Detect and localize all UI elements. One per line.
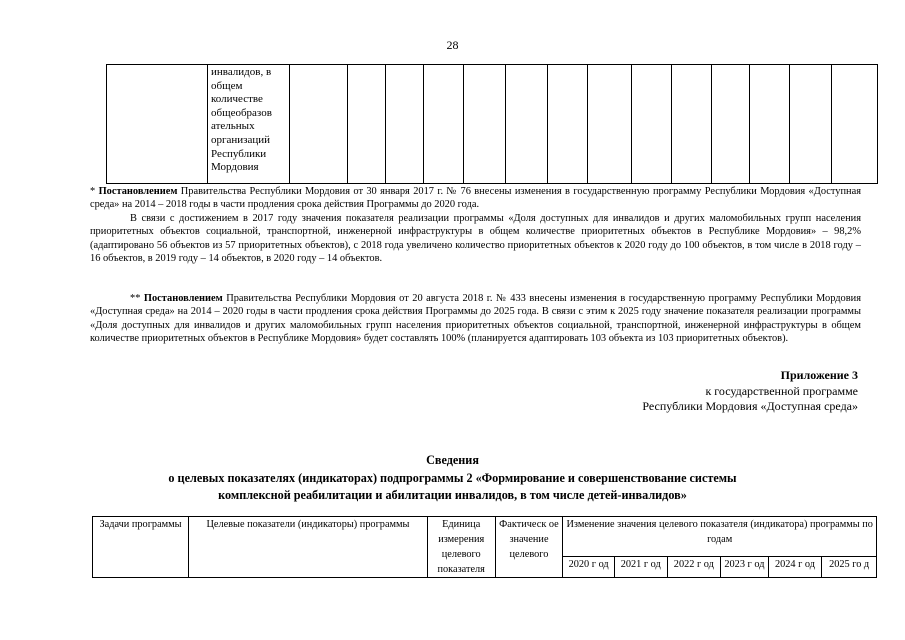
footnote-marker: ** <box>130 293 144 304</box>
footnote-1-paragraph <box>90 185 861 212</box>
table-cell <box>348 65 386 184</box>
table-cell <box>832 65 878 184</box>
appendix-title: Приложение 3 <box>780 368 858 382</box>
table-cell <box>588 65 632 184</box>
indicator-cell: инвалидов, в общем количестве общеобразов ательных организаций Республики Мордовия <box>208 65 290 184</box>
footnote-bold: Постановлением <box>98 186 178 197</box>
appendix-line: Республики Мордовия «Доступная среда» <box>642 399 858 413</box>
footnote-1-para2: В связи с достижением в 2017 году значения показателя реализации программы «Доля доступных для инвалидов и других маломобильных групп населения приоритетных объектов социальной, транспортной, инженерной инфраструктуры в общем количестве приоритетных объектов в Республике Мордовия» – 98,2% (адаптировано 56 объектов из 57 приоритетных объектов), с 2018 года увеличено количество приоритетных объектов к 2020 году до 100 объектов, в том числе в 2018 году – 16 объектов, в 2019 году – 14 объектов, в 2020 году – 14 объектов. <box>90 212 861 265</box>
footnote-2 <box>90 292 861 346</box>
header-unit: Единица измерения целевого показателя <box>427 517 495 578</box>
table-cell <box>464 65 506 184</box>
header-year: 2020 г од <box>563 557 615 578</box>
footnote-bold: Постановлением <box>143 293 223 304</box>
header-year: 2025 го д <box>822 557 877 578</box>
appendix-block <box>642 368 858 415</box>
header-indicators: Целевые показатели (индикаторы) программы <box>189 517 428 578</box>
table-cell <box>107 65 208 184</box>
table-cell <box>506 65 548 184</box>
table-cell <box>424 65 464 184</box>
section-subtitle: о целевых показателях (индикаторах) подпрограммы 2 «Формирование и совершенствование системы <box>168 471 737 485</box>
header-actual-value: Фактическ ое значение целевого <box>495 517 563 578</box>
table-cell <box>672 65 712 184</box>
header-year: 2022 г од <box>667 557 721 578</box>
table-cell <box>790 65 832 184</box>
header-change-by-year: Изменение значения целевого показателя (индикатора) программы по годам <box>563 517 877 557</box>
continuation-table <box>106 64 878 184</box>
indicators-table <box>92 516 877 578</box>
table-row <box>107 65 878 184</box>
footnote-marker: * <box>90 186 99 197</box>
table-cell <box>750 65 790 184</box>
footnote-2-paragraph <box>90 292 861 346</box>
table-cell <box>632 65 672 184</box>
table-cell <box>290 65 348 184</box>
section-title: Сведения <box>426 453 479 467</box>
page-number: 28 <box>446 38 459 52</box>
header-tasks: Задачи программы <box>93 517 189 578</box>
section-subtitle: комплексной реабилитации и абилитации инвалидов, в том числе детей-инвалидов» <box>218 488 687 502</box>
table-cell <box>548 65 588 184</box>
footnote-text: Правительства Республики Мордовия от 20 августа 2018 г. № 433 внесены изменения в государственную программу Республики Мордовия «Доступная среда» на 2014 – 2020 годы в части продления срока действия Программы до 2025 года. В связи с этим к 2025 году значение показателя реализации программы «Доля доступных для инвалидов и других маломобильных групп населения приоритетных объектов социальной, транспортной, инженерной инфраструктуры в общем количестве приоритетных объектов в Республике Мордовия» будет составлять 100% (планируется адаптировать 103 объекта из 103 приоритетных объектов). <box>90 293 861 345</box>
table-cell <box>712 65 750 184</box>
header-year: 2021 г од <box>614 557 667 578</box>
footnote-text: Правительства Республики Мордовия от 30 января 2017 г. № 76 внесены изменения в государственную программу Республики Мордовия «Доступная среда» на 2014 – 2018 годы в части продления срока действия Программы до 2020 года. <box>90 186 861 211</box>
table-cell <box>386 65 424 184</box>
header-year: 2023 г од <box>721 557 769 578</box>
appendix-line: к государственной программе <box>705 383 858 398</box>
footnote-1 <box>90 185 861 265</box>
table-header-row <box>93 517 877 557</box>
header-year: 2024 г од <box>768 557 822 578</box>
